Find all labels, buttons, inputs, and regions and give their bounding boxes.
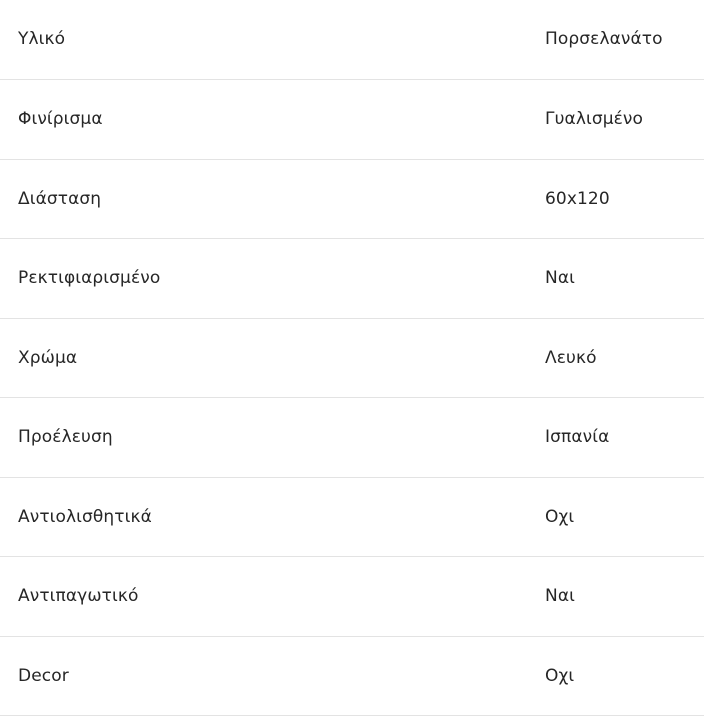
table-row bbox=[0, 80, 704, 160]
spec-label: Ρεκτιφιαρισμένο bbox=[0, 239, 545, 319]
spec-value: Ισπανία bbox=[545, 398, 704, 478]
table-row bbox=[0, 239, 704, 319]
table-row bbox=[0, 0, 704, 80]
table-row bbox=[0, 159, 704, 239]
spec-value: Οχι bbox=[545, 477, 704, 557]
table-row bbox=[0, 557, 704, 637]
spec-value: Ναι bbox=[545, 239, 704, 319]
table-row bbox=[0, 477, 704, 557]
spec-label: Decor bbox=[0, 636, 545, 716]
spec-label: Υλικό bbox=[0, 0, 545, 80]
table-row bbox=[0, 636, 704, 716]
spec-label: Αντιολισθητικά bbox=[0, 477, 545, 557]
spec-value: Γυαλισμένο bbox=[545, 80, 704, 160]
spec-value: Οχι bbox=[545, 636, 704, 716]
spec-label: Φινίρισμα bbox=[0, 80, 545, 160]
spec-label: Διάσταση bbox=[0, 159, 545, 239]
spec-label: Χρώμα bbox=[0, 318, 545, 398]
spec-value: Ναι bbox=[545, 557, 704, 637]
spec-label: Αντιπαγωτικό bbox=[0, 557, 545, 637]
spec-value: Πορσελανάτο bbox=[545, 0, 704, 80]
spec-label: Προέλευση bbox=[0, 398, 545, 478]
table-row bbox=[0, 398, 704, 478]
table-row bbox=[0, 318, 704, 398]
spec-value: 60x120 bbox=[545, 159, 704, 239]
spec-value: Λευκό bbox=[545, 318, 704, 398]
